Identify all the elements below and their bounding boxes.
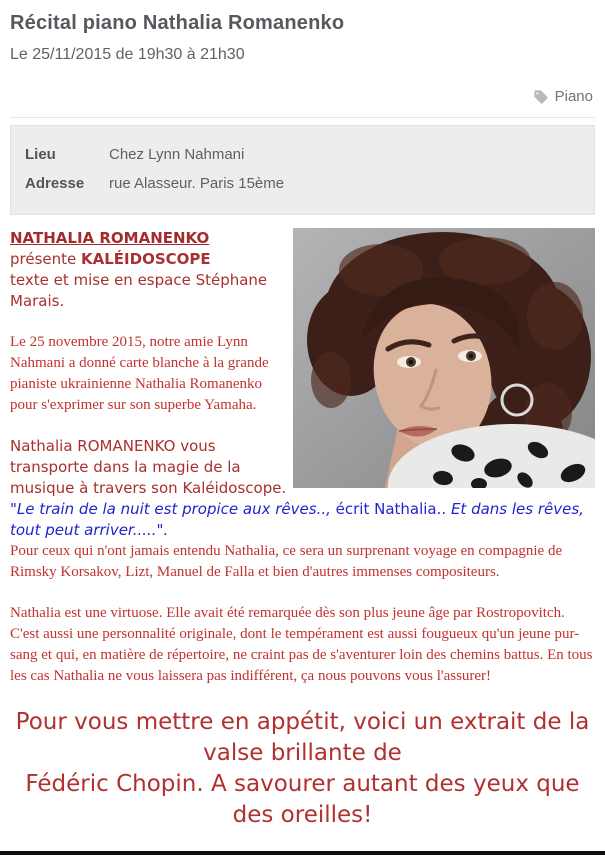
- info-value-adresse: rue Alasseur. Paris 15ème: [109, 175, 285, 192]
- para-carte-blanche: Le 25 novembre 2015, notre amie Lynn Nahmani a donné carte blanche à la grande pianiste ukrainienne Nathalia Romanenko pour s'exprimer sur son superbe Yamaha.: [10, 334, 269, 413]
- info-label-adresse: Adresse: [25, 175, 85, 192]
- artist-name-link[interactable]: NATHALIA ROMANENKO: [10, 229, 210, 247]
- article-body: [10, 228, 595, 831]
- outro-promo: [10, 707, 595, 831]
- portrait-photo: [293, 228, 595, 488]
- info-box: [10, 125, 595, 215]
- para-virtuose: Nathalia est une virtuose. Elle avait été remarquée dès son plus jeune âge par Rostropovitch. C'est aussi une personnalité originale, dont le tempérament est aussi fougueux qu'un jeune pur-sang et qui, en matière de répertoire, ne craint pas de s'aventurer loin des chemins battus. En tous les cas Nathalia ne vous laissera pas indifférent, ça nous pouvons vous l'assurer!: [10, 605, 593, 684]
- tag-label: Piano: [554, 88, 593, 105]
- outro-line-1: Pour vous mettre en appétit, voici un extrait de la valse brillante de: [15, 709, 590, 766]
- quote-attribution: écrit Nathalia..: [330, 500, 451, 518]
- info-row-adresse: [25, 173, 580, 194]
- category-tag[interactable]: [10, 88, 593, 105]
- info-value-lieu: Chez Lynn Nahmani: [109, 146, 245, 163]
- info-label-lieu: Lieu: [25, 146, 56, 163]
- info-row-lieu: [25, 144, 580, 165]
- presente-text: présente: [10, 250, 82, 268]
- section-divider: [10, 117, 595, 118]
- quote-italic-2: Et dans les rêves, tout peut arriver.....".: [10, 500, 584, 539]
- outro-line-2: Fédéric Chopin. A savourer autant des yeux que des oreilles!: [25, 771, 580, 828]
- tag-icon: [533, 89, 549, 105]
- video-embed-edge[interactable]: [0, 851, 605, 855]
- show-title: KALÉIDOSCOPE: [81, 250, 211, 268]
- page-title: Récital piano Nathalia Romanenko: [10, 12, 345, 34]
- quote-italic-1: "Le train de la nuit est propice aux rêves..,: [10, 500, 331, 518]
- event-date: Le 25/11/2015 de 19h30 à 21h30: [10, 46, 245, 63]
- para-voyage: Pour ceux qui n'ont jamais entendu Nathalia, ce sera un surprenant voyage en compagnie de Rimsky Korsakov, Lizt, Manuel de Falla et bien d'autres immenses compositeurs.: [10, 543, 563, 580]
- kaleidoscope-lead: Nathalia ROMANENKO vous transporte dans la magie de la musique à travers son Kaléidoscope.: [10, 437, 287, 497]
- direction-credit: texte et mise en espace Stéphane Marais.: [10, 271, 268, 310]
